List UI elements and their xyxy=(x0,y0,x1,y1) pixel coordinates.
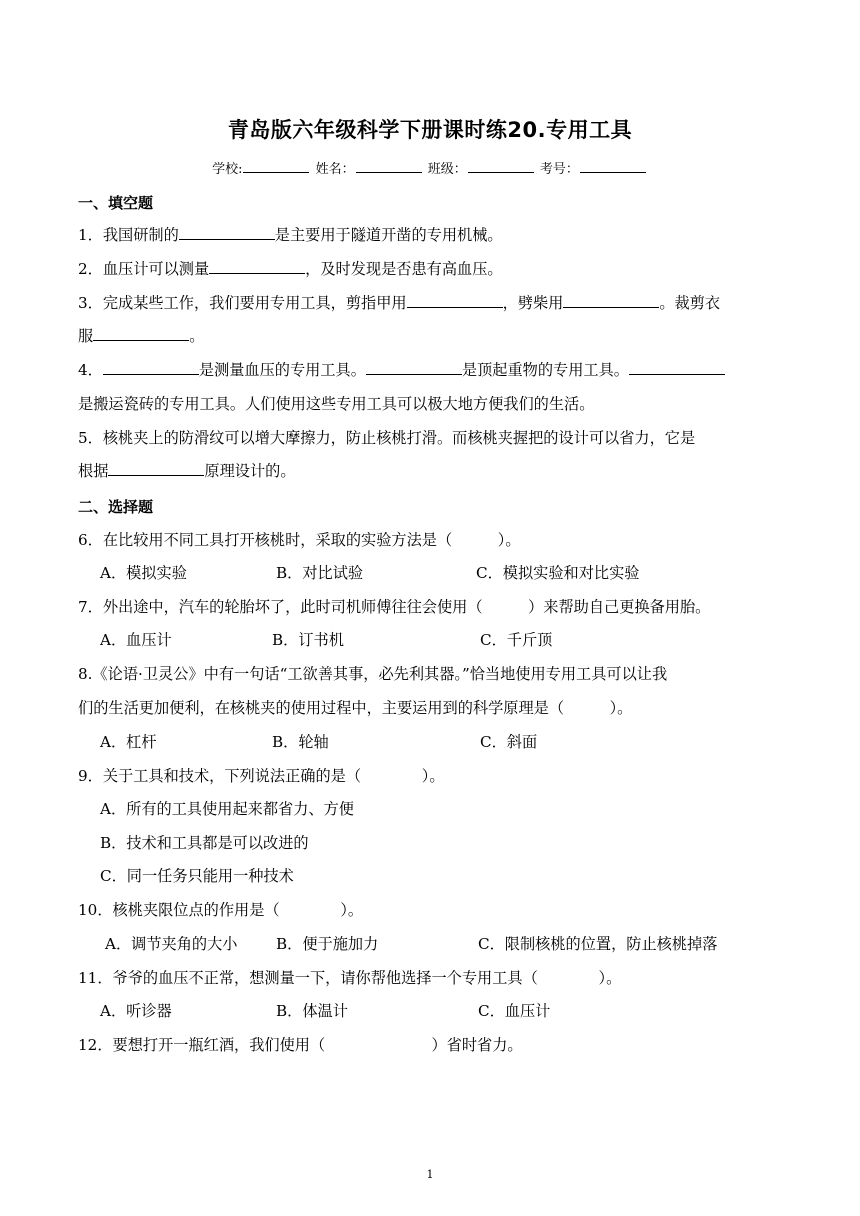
q4-text-part2: 是测量血压的专用工具。 xyxy=(198,361,366,379)
q3-blank-2[interactable] xyxy=(563,293,659,308)
exam-number-label: 考号： xyxy=(539,162,579,177)
page-number: 1 xyxy=(426,1168,434,1181)
question-4-line-2: 是搬运瓷砖的专用工具。人们使用这些专用工具可以极大地方便我们的生活。 xyxy=(78,395,595,413)
question-7-stem: 7．外出途中，汽车的轮胎坏了，此时司机师傅往往会使用（ ）来帮助自己更换备用胎。 xyxy=(78,598,711,616)
q11-option-a[interactable]: A．听诊器 xyxy=(100,1002,172,1020)
q9-option-b[interactable]: B．技术和工具都是可以改进的 xyxy=(100,834,309,852)
q10-option-b[interactable]: B．便于施加力 xyxy=(276,935,379,953)
question-9-stem: 9．关于工具和技术，下列说法正确的是（ ）。 xyxy=(78,767,445,785)
q11-option-c[interactable]: C．血压计 xyxy=(478,1002,551,1020)
exam-number-blank[interactable] xyxy=(580,160,646,173)
q5-line2-before: 根据 xyxy=(78,462,109,480)
q3-text-part1: 3．完成某些工作，我们要用专用工具，剪指甲用 xyxy=(78,294,407,312)
q8-option-a[interactable]: A．杠杆 xyxy=(100,733,157,751)
q3-line2-after: 。 xyxy=(189,327,205,345)
q3-blank-1[interactable] xyxy=(407,293,503,308)
q10-option-a[interactable]: A．调节夹角的大小 xyxy=(105,935,238,953)
q6-option-b[interactable]: B．对比试验 xyxy=(276,564,364,582)
q3-text-part3: 。裁剪衣 xyxy=(659,294,721,312)
q3-text-part2: ，劈柴用 xyxy=(502,294,564,312)
q4-blank-1[interactable] xyxy=(103,360,199,375)
question-4-line-1 xyxy=(78,360,782,380)
q5-line2-after: 原理设计的。 xyxy=(204,462,296,480)
section-choice-title: 二、选择题 xyxy=(78,498,154,516)
q5-blank[interactable] xyxy=(108,461,204,476)
question-6-stem: 6．在比较用不同工具打开核桃时，采取的实验方法是（ ）。 xyxy=(78,531,521,549)
q8-option-c[interactable]: C．斜面 xyxy=(480,733,538,751)
name-label: 姓名： xyxy=(315,162,355,177)
q8-option-b[interactable]: B．轮轴 xyxy=(272,733,329,751)
class-label: 班级： xyxy=(427,162,467,177)
q3-line2-before: 服 xyxy=(78,327,94,345)
class-blank[interactable] xyxy=(468,160,534,173)
q9-option-c[interactable]: C．同一任务只能用一种技术 xyxy=(100,867,294,885)
question-5-line-1: 5．核桃夹上的防滑纹可以增大摩擦力，防止核桃打滑。而核桃夹握把的设计可以省力，它是 xyxy=(78,429,696,447)
question-3-line-2 xyxy=(78,326,782,346)
question-8-line-2: 们的生活更加便利，在核桃夹的使用过程中，主要运用到的科学原理是（ ）。 xyxy=(78,699,633,717)
q2-text-before: 2．血压计可以测量 xyxy=(78,260,210,278)
page-title: 青岛版六年级科学下册课时练20.专用工具 xyxy=(227,118,633,142)
question-2 xyxy=(78,259,782,279)
question-8-line-1: 8.《论语·卫灵公》中有一句话“工欲善其事，必先利其器。”恰当地使用专用工具可以让我 xyxy=(78,665,668,683)
q11-option-b[interactable]: B．体温计 xyxy=(276,1002,348,1020)
section-fill-in-title: 一、填空题 xyxy=(78,194,154,212)
q1-blank[interactable] xyxy=(179,225,275,240)
q1-text-before: 1．我国研制的 xyxy=(78,226,179,244)
q6-option-a[interactable]: A．模拟实验 xyxy=(100,564,187,582)
q7-option-c[interactable]: C．千斤顶 xyxy=(480,631,553,649)
question-12-stem: 12．要想打开一瓶红酒，我们使用（ ）省时省力。 xyxy=(78,1036,523,1054)
q4-text-part1: 4． xyxy=(78,361,103,379)
q1-text-after: 是主要用于隧道开凿的专用机械。 xyxy=(274,226,503,244)
school-label: 学校: xyxy=(212,162,243,177)
student-info-line xyxy=(0,158,860,177)
question-5-line-2 xyxy=(78,461,782,481)
name-blank[interactable] xyxy=(356,160,422,173)
question-3-line-1 xyxy=(78,293,782,313)
q4-blank-2[interactable] xyxy=(366,360,462,375)
q2-text-after: ，及时发现是否患有高血压。 xyxy=(305,260,503,278)
question-11-stem: 11．爷爷的血压不正常，想测量一下，请你帮他选择一个专用工具（ ）。 xyxy=(78,969,622,987)
q7-option-b[interactable]: B．订书机 xyxy=(272,631,344,649)
q6-option-c[interactable]: C．模拟实验和对比实验 xyxy=(476,564,640,582)
question-10-stem: 10．核桃夹限位点的作用是（ ）。 xyxy=(78,901,364,919)
school-blank[interactable] xyxy=(243,160,309,173)
q4-text-part3: 是顶起重物的专用工具。 xyxy=(461,361,629,379)
q4-blank-3[interactable] xyxy=(629,360,725,375)
q10-option-c[interactable]: C．限制核桃的位置，防止核桃掉落 xyxy=(478,935,718,953)
q7-option-a[interactable]: A．血压计 xyxy=(100,631,172,649)
q3-blank-3[interactable] xyxy=(93,326,189,341)
q9-option-a[interactable]: A．所有的工具使用起来都省力、方便 xyxy=(100,800,354,818)
question-1 xyxy=(78,225,782,245)
q2-blank[interactable] xyxy=(209,259,305,274)
